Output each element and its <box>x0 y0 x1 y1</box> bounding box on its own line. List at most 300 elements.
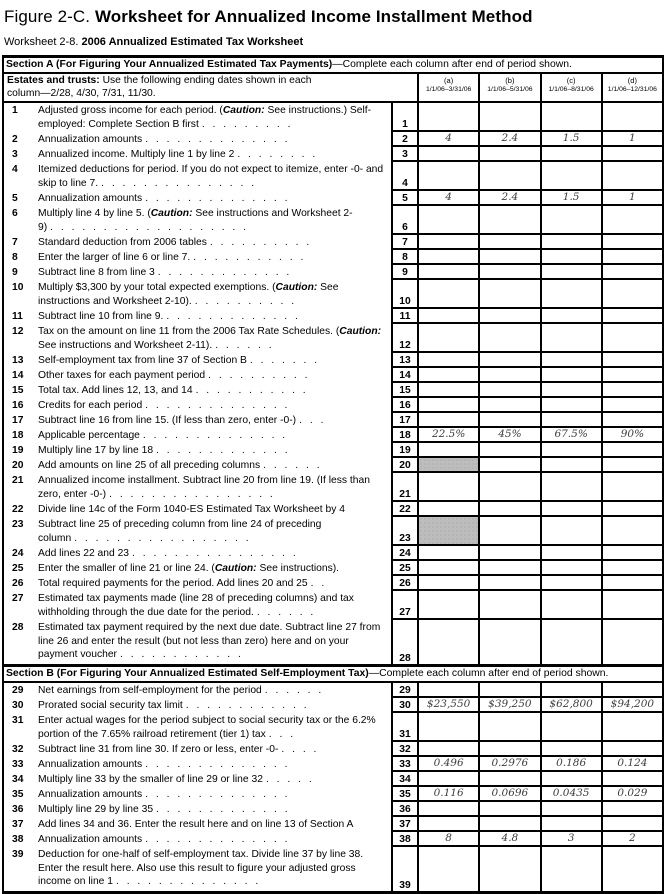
row-31-value-a <box>417 713 478 742</box>
dot-leader: . . . . . . . . . . . . . . <box>115 876 259 887</box>
row-7-value-b <box>478 235 539 250</box>
row-label: Annualization amounts . . . . . . . . . . . . . . <box>38 193 288 204</box>
row-description <box>4 398 391 413</box>
row-number: 30 <box>391 698 417 713</box>
dot-leader: . . . . . . . . . . . . <box>185 700 307 711</box>
row-10-value-b <box>478 280 539 309</box>
row-description <box>4 772 391 787</box>
row-25-value-a <box>417 561 478 576</box>
estates-trusts-text: Use the following ending dates shown in each column—2/28, 4/30, 7/31, 11/30. <box>7 75 312 99</box>
row-37-value-a <box>417 817 478 832</box>
row-number-left: 12 <box>12 326 24 337</box>
row-label: Subtract line 25 of preceding column from line 24 of preceding column . . . . . . . . . . . . . . . . . <box>38 519 322 544</box>
row-33-value-d: 0.124 <box>601 757 662 772</box>
row-label: Itemized deductions for period. If you do not expect to itemize, enter -0- and skip to line 7. . . . . . . . . . . . . . . . <box>38 164 384 189</box>
row-number-left: 20 <box>12 460 24 471</box>
row-number-left: 24 <box>12 548 24 559</box>
row-1-value-d <box>601 103 662 132</box>
table-row-36 <box>4 802 662 817</box>
row-label: Multiply line 33 by the smaller of line 29 or line 32 . . . . . <box>38 774 312 785</box>
row-8-value-b <box>478 250 539 265</box>
row-23-value-a <box>417 517 478 546</box>
row-label: Subtract line 8 from line 3 . . . . . . . . . . . . . <box>38 267 290 278</box>
row-description <box>4 250 391 265</box>
row-number: 7 <box>391 235 417 250</box>
row-23-value-c <box>540 517 601 546</box>
dot-leader: . . . . . . . . . . . . . <box>156 804 288 815</box>
row-label: Multiply line 29 by line 35 . . . . . . . . . . . . . <box>38 804 288 815</box>
dot-leader: . . . . . . . . . . . . . . . . . . . <box>50 221 247 233</box>
row-description <box>4 103 391 132</box>
row-description <box>4 147 391 162</box>
row-number-left: 19 <box>12 445 24 456</box>
row-description <box>4 280 391 309</box>
row-number: 18 <box>391 428 417 443</box>
row-label: Annualized income. Multiply line 1 by line 2 . . . . . . . . <box>38 149 316 160</box>
row-29-value-a <box>417 683 478 698</box>
row-description <box>4 458 391 473</box>
row-description <box>4 162 391 191</box>
dot-leader: . . . . . . . . . . . . . . . . . <box>74 532 249 544</box>
row-8-value-a <box>417 250 478 265</box>
row-34-value-d <box>601 772 662 787</box>
dot-leader: . . . . . . . . . <box>201 118 291 130</box>
row-18-value-a: 22.5% <box>417 428 478 443</box>
row-description <box>4 191 391 206</box>
row-number-left: 13 <box>12 355 24 366</box>
row-label: Multiply line 4 by line 5. (Caution: See instructions and Worksheet 2-9) . . . . . . . . . . . . . . . . . . . <box>38 208 353 233</box>
row-number: 29 <box>391 683 417 698</box>
row-37-value-d <box>601 817 662 832</box>
row-number-left: 15 <box>12 385 24 396</box>
row-number-left: 14 <box>12 370 24 381</box>
row-label: Enter the smaller of line 21 or line 24. (Caution: See instructions). <box>38 563 340 574</box>
row-3-value-d <box>601 147 662 162</box>
row-14-value-d <box>601 368 662 383</box>
dot-leader: . . . . . . . . . . . . . <box>156 445 288 456</box>
row-number-left: 32 <box>12 744 24 755</box>
dot-leader: . . . . . . . . . . <box>208 370 308 381</box>
row-number: 24 <box>391 546 417 561</box>
row-number-left: 23 <box>12 519 24 530</box>
table-row-4 <box>4 162 662 191</box>
dot-leader: . . . . . . . . . . . . . <box>166 311 298 322</box>
row-label: Annualization amounts . . . . . . . . . . . . . . <box>38 759 288 770</box>
row-number: 17 <box>391 413 417 428</box>
row-7-value-c <box>540 235 601 250</box>
row-description <box>4 265 391 280</box>
figure-number: Figure 2-C. <box>4 7 91 26</box>
row-number-left: 34 <box>12 774 24 785</box>
row-20-value-b <box>478 458 539 473</box>
table-row-16 <box>4 398 662 413</box>
row-33-value-b: 0.2976 <box>478 757 539 772</box>
row-5-value-a: 4 <box>417 191 478 206</box>
worksheet-subtitle <box>4 36 664 48</box>
row-11-value-a <box>417 309 478 324</box>
dot-leader: . . . . . . . . . . . . . . <box>145 789 288 800</box>
dot-leader: . . . . . . <box>263 460 320 471</box>
row-21-value-c <box>540 473 601 502</box>
row-38-value-b: 4.8 <box>478 832 539 847</box>
section-a-title: Section A (For Figuring Your Annualized Estimated Tax Payments) <box>6 59 333 70</box>
row-number-left: 5 <box>12 193 18 204</box>
dot-leader: . . . . . . . <box>249 355 318 366</box>
row-10-value-d <box>601 280 662 309</box>
row-number-left: 3 <box>12 149 18 160</box>
row-number: 33 <box>391 757 417 772</box>
worksheet-title-text: 2006 Annualized Estimated Tax Worksheet <box>81 36 304 48</box>
table-row-29 <box>4 683 662 698</box>
row-19-value-c <box>540 443 601 458</box>
row-17-value-c <box>540 413 601 428</box>
row-number-left: 17 <box>12 415 24 426</box>
row-35-value-d: 0.029 <box>601 787 662 802</box>
row-description <box>4 502 391 517</box>
row-number: 32 <box>391 742 417 757</box>
dot-leader: . . . . . . . . . . . . . . . <box>101 177 255 189</box>
table-row-12 <box>4 324 662 353</box>
row-9-value-c <box>540 265 601 280</box>
table-row-23 <box>4 517 662 546</box>
row-38-value-a: 8 <box>417 832 478 847</box>
row-8-value-c <box>540 250 601 265</box>
row-label: Add lines 34 and 36. Enter the result here and on line 13 of Section A <box>38 819 354 830</box>
row-24-value-a <box>417 546 478 561</box>
row-number-left: 2 <box>12 134 18 145</box>
dot-leader: . . . . . . . . . . . <box>195 385 306 396</box>
row-number: 19 <box>391 443 417 458</box>
row-number: 4 <box>391 162 417 191</box>
row-number-left: 39 <box>12 849 24 860</box>
row-27-value-d <box>601 591 662 620</box>
column-header-a: (a) 1/1/06–3/31/06 <box>417 74 478 101</box>
row-5-value-b: 2.4 <box>478 191 539 206</box>
row-18-value-d: 90% <box>601 428 662 443</box>
estates-trusts-label: Estates and trusts: <box>7 75 100 86</box>
row-39-value-c <box>540 847 601 891</box>
row-36-value-c <box>540 802 601 817</box>
row-14-value-c <box>540 368 601 383</box>
table-row-37 <box>4 817 662 832</box>
row-label: Annualization amounts . . . . . . . . . . . . . . <box>38 834 288 845</box>
row-35-value-c: 0.0435 <box>540 787 601 802</box>
row-label: Add lines 22 and 23 . . . . . . . . . . . . . . . . <box>38 548 296 559</box>
row-label: Self-employment tax from line 37 of Section B . . . . . . . <box>38 355 318 366</box>
row-22-value-d <box>601 502 662 517</box>
row-29-value-d <box>601 683 662 698</box>
row-10-value-a <box>417 280 478 309</box>
table-row-32 <box>4 742 662 757</box>
dot-leader: . . . . . . . . . . . . . . . . <box>109 488 273 500</box>
table-row-2 <box>4 132 662 147</box>
row-label: Annualization amounts . . . . . . . . . . . . . . <box>38 134 288 145</box>
row-15-value-d <box>601 383 662 398</box>
row-description <box>4 324 391 353</box>
row-13-value-b <box>478 353 539 368</box>
column-header-b: (b) 1/1/06–5/31/06 <box>478 74 539 101</box>
dot-leader: . . . . . . <box>264 685 322 696</box>
row-number-left: 25 <box>12 563 24 574</box>
row-18-value-b: 45% <box>478 428 539 443</box>
row-31-value-c <box>540 713 601 742</box>
row-28-value-a <box>417 620 478 664</box>
row-number: 31 <box>391 713 417 742</box>
row-description <box>4 742 391 757</box>
table-row-39 <box>4 847 662 891</box>
row-37-value-c <box>540 817 601 832</box>
worksheet-number: Worksheet 2-8. <box>4 36 79 48</box>
row-number: 11 <box>391 309 417 324</box>
row-description <box>4 428 391 443</box>
row-21-value-d <box>601 473 662 502</box>
row-15-value-c <box>540 383 601 398</box>
row-6-value-c <box>540 206 601 235</box>
table-row-9 <box>4 265 662 280</box>
row-label: Enter actual wages for the period subject to social security tax or the 6.2% portion of the 7.65% railroad retirement (tier 1) tax . . . <box>38 715 376 740</box>
row-description <box>4 817 391 832</box>
row-label: Divide line 14c of the Form 1040-ES Estimated Tax Worksheet by 4 <box>38 504 345 515</box>
row-18-value-c: 67.5% <box>540 428 601 443</box>
row-number-left: 4 <box>12 164 18 175</box>
dot-leader: . . . . . . . . <box>237 149 316 160</box>
row-description <box>4 517 391 546</box>
row-17-value-d <box>601 413 662 428</box>
row-label: Prorated social security tax limit . . . . . . . . . . . . <box>38 700 307 711</box>
row-description <box>4 206 391 235</box>
row-number: 28 <box>391 620 417 664</box>
row-label: Total required payments for the period. Add lines 20 and 25 . . <box>38 578 325 589</box>
section-b-rows <box>4 683 662 891</box>
row-number: 9 <box>391 265 417 280</box>
row-15-value-b <box>478 383 539 398</box>
row-number: 22 <box>391 502 417 517</box>
row-number-left: 21 <box>12 475 24 486</box>
row-number: 1 <box>391 103 417 132</box>
dot-leader: . . . . . . . . . . . . . . <box>145 400 288 411</box>
row-36-value-b <box>478 802 539 817</box>
row-32-value-a <box>417 742 478 757</box>
row-label: Net earnings from self-employment for the period . . . . . . <box>38 685 322 696</box>
row-29-value-c <box>540 683 601 698</box>
row-19-value-d <box>601 443 662 458</box>
row-description <box>4 413 391 428</box>
row-description <box>4 473 391 502</box>
table-row-1 <box>4 103 662 132</box>
row-number: 34 <box>391 772 417 787</box>
table-row-26 <box>4 576 662 591</box>
row-label: Multiply line 17 by line 18 . . . . . . . . . . . . . <box>38 445 288 456</box>
row-20-value-d <box>601 458 662 473</box>
dot-leader: . . . . . <box>265 774 312 785</box>
row-3-value-c <box>540 147 601 162</box>
column-header-c: (c) 1/1/06–8/31/06 <box>540 74 601 101</box>
section-b-header <box>4 664 662 683</box>
row-26-value-d <box>601 576 662 591</box>
row-33-value-c: 0.186 <box>540 757 601 772</box>
row-number-left: 11 <box>12 311 23 322</box>
row-6-value-b <box>478 206 539 235</box>
row-13-value-d <box>601 353 662 368</box>
row-25-value-c <box>540 561 601 576</box>
row-11-value-d <box>601 309 662 324</box>
row-28-value-b <box>478 620 539 664</box>
row-number-left: 38 <box>12 834 24 845</box>
row-33-value-a: 0.496 <box>417 757 478 772</box>
row-12-value-b <box>478 324 539 353</box>
row-number-left: 30 <box>12 700 24 711</box>
row-6-value-a <box>417 206 478 235</box>
row-description <box>4 847 391 891</box>
row-9-value-a <box>417 265 478 280</box>
row-20-value-c <box>540 458 601 473</box>
row-number-left: 31 <box>12 715 24 726</box>
row-description <box>4 561 391 576</box>
row-number-left: 36 <box>12 804 24 815</box>
row-number-left: 37 <box>12 819 24 830</box>
row-2-value-d: 1 <box>601 132 662 147</box>
row-label: Adjusted gross income for each period. (Caution: See instructions.) Self-employed: Complete Section B first . . . . . . . . . <box>38 105 372 130</box>
table-row-7 <box>4 235 662 250</box>
row-number-left: 10 <box>12 282 24 293</box>
row-27-value-c <box>540 591 601 620</box>
worksheet-table <box>2 55 664 894</box>
row-19-value-a <box>417 443 478 458</box>
row-number: 3 <box>391 147 417 162</box>
row-label: Deduction for one-half of self-employment tax. Divide line 37 by line 38. Enter the result here. Also use this result to figure your adjusted gross income on line 1 . . . . . . . . . . . . . . <box>38 849 364 887</box>
row-28-value-c <box>540 620 601 664</box>
dot-leader: . . . . . . . . . . . . . . <box>142 430 286 441</box>
table-row-22 <box>4 502 662 517</box>
table-row-19 <box>4 443 662 458</box>
row-number: 20 <box>391 458 417 473</box>
row-8-value-d <box>601 250 662 265</box>
row-17-value-b <box>478 413 539 428</box>
dot-leader: . . . . . . . . . . . <box>193 252 304 263</box>
dot-leader: . . . . . . . . . . . . <box>120 649 241 660</box>
row-number-left: 35 <box>12 789 24 800</box>
row-number-left: 27 <box>12 593 24 604</box>
row-32-value-c <box>540 742 601 757</box>
figure-title-text: Worksheet for Annualized Income Installment Method <box>94 7 533 26</box>
row-17-value-a <box>417 413 478 428</box>
row-15-value-a <box>417 383 478 398</box>
row-number-left: 8 <box>12 252 18 263</box>
table-row-20 <box>4 458 662 473</box>
row-label: Tax on the amount on line 11 from the 2006 Tax Rate Schedules. (Caution: See instructions and Worksheet 2-11). . . . . . . <box>38 326 382 351</box>
row-number-left: 22 <box>12 504 24 515</box>
row-number: 8 <box>391 250 417 265</box>
row-4-value-d <box>601 162 662 191</box>
row-31-value-b <box>478 713 539 742</box>
row-description <box>4 443 391 458</box>
row-24-value-b <box>478 546 539 561</box>
row-26-value-b <box>478 576 539 591</box>
row-description <box>4 832 391 847</box>
row-number: 6 <box>391 206 417 235</box>
table-row-28 <box>4 620 662 664</box>
row-label: Annualized income installment. Subtract line 20 from line 19. (If less than zero, enter -0-) . . . . . . . . . . . . . . . . <box>38 475 370 500</box>
table-row-10 <box>4 280 662 309</box>
row-34-value-b <box>478 772 539 787</box>
row-description <box>4 757 391 772</box>
row-22-value-b <box>478 502 539 517</box>
estates-trusts-note <box>4 74 417 101</box>
row-number: 39 <box>391 847 417 891</box>
row-30-value-b: $39,250 <box>478 698 539 713</box>
row-29-value-b <box>478 683 539 698</box>
table-row-31 <box>4 713 662 742</box>
table-row-14 <box>4 368 662 383</box>
row-label: Add amounts on line 25 of all preceding columns . . . . . . <box>38 460 320 471</box>
dot-leader: . . <box>310 578 325 589</box>
table-row-5 <box>4 191 662 206</box>
row-number: 2 <box>391 132 417 147</box>
row-25-value-d <box>601 561 662 576</box>
row-14-value-a <box>417 368 478 383</box>
row-description <box>4 576 391 591</box>
row-2-value-a: 4 <box>417 132 478 147</box>
row-25-value-b <box>478 561 539 576</box>
row-5-value-d: 1 <box>601 191 662 206</box>
row-number: 25 <box>391 561 417 576</box>
row-number: 16 <box>391 398 417 413</box>
table-row-33 <box>4 757 662 772</box>
row-2-value-b: 2.4 <box>478 132 539 147</box>
row-number-left: 16 <box>12 400 24 411</box>
row-6-value-d <box>601 206 662 235</box>
row-description <box>4 713 391 742</box>
column-header-row <box>4 74 662 103</box>
row-39-value-d <box>601 847 662 891</box>
table-row-8 <box>4 250 662 265</box>
row-31-value-d <box>601 713 662 742</box>
row-16-value-c <box>540 398 601 413</box>
dot-leader: . . . . . . . . . . . . . . <box>145 834 288 845</box>
row-number: 38 <box>391 832 417 847</box>
row-number: 21 <box>391 473 417 502</box>
row-34-value-a <box>417 772 478 787</box>
row-12-value-a <box>417 324 478 353</box>
dot-leader: . . . . . . . . . . . . . <box>157 267 290 278</box>
row-34-value-c <box>540 772 601 787</box>
row-number-left: 7 <box>12 237 18 248</box>
table-row-38 <box>4 832 662 847</box>
row-3-value-b <box>478 147 539 162</box>
row-number-left: 33 <box>12 759 24 770</box>
row-11-value-b <box>478 309 539 324</box>
row-label: Credits for each period . . . . . . . . . . . . . . <box>38 400 288 411</box>
row-description <box>4 383 391 398</box>
row-9-value-d <box>601 265 662 280</box>
row-description <box>4 683 391 698</box>
row-1-value-b <box>478 103 539 132</box>
row-number: 36 <box>391 802 417 817</box>
row-35-value-b: 0.0696 <box>478 787 539 802</box>
column-header-d: (d) 1/1/06–12/31/06 <box>601 74 662 101</box>
row-description <box>4 591 391 620</box>
dot-leader: . . . . . . . . . . <box>194 295 295 307</box>
dot-leader: . . . . . . . . . . <box>209 237 310 248</box>
section-a-rows <box>4 103 662 664</box>
row-number: 23 <box>391 517 417 546</box>
row-4-value-b <box>478 162 539 191</box>
row-number-left: 9 <box>12 267 18 278</box>
section-a-header <box>4 55 662 74</box>
table-row-30 <box>4 698 662 713</box>
row-32-value-d <box>601 742 662 757</box>
row-7-value-d <box>601 235 662 250</box>
